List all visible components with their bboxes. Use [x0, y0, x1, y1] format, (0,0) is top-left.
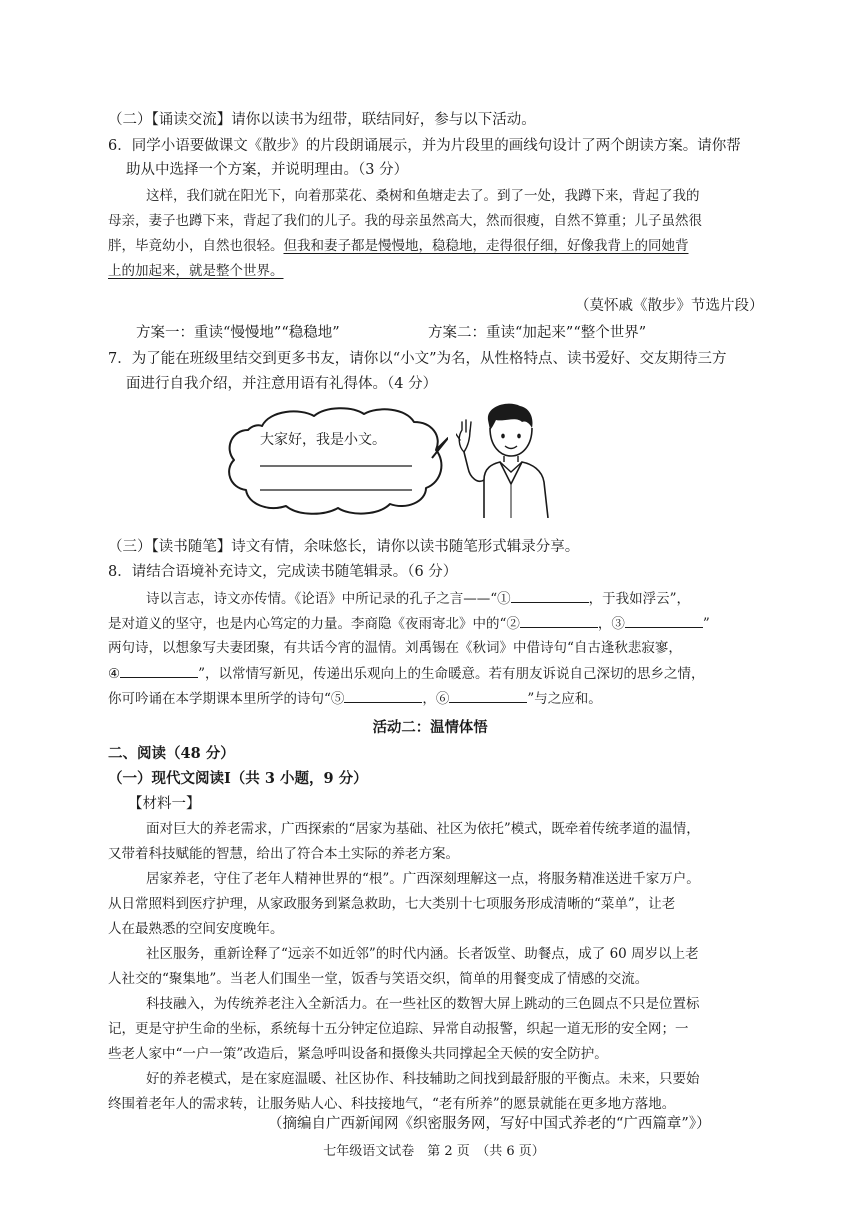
q7-prompt-line-1: 7．为了能在班级里结交到更多书友，请你以“小文”为名，从性格特点、读书爱好、交友期待三方 [108, 351, 727, 367]
article-paragraph: 社区服务，重新诠释了“远亲不如近邻”的时代内涵。长者饭堂、助餐点，成了 60 周岁以上老 [146, 946, 699, 962]
q7-prompt-line-2: 面进行自我介绍，并注意用语有礼得体。（4 分） [126, 376, 438, 392]
article-source: （摘编自广西新闻网《织密服务网，写好中国式养老的“广西篇章”》） [268, 1116, 711, 1132]
section-2-heading: （二）【诵读交流】请你以读书为纽带，联结同好，参与以下活动。 [108, 112, 536, 128]
material-label: 【材料一】 [128, 796, 201, 812]
article-paragraph: 人社交的“聚集地”。当老人们围坐一堂，饭香与笑语交织，简单的用餐变成了情感的交流。 [108, 971, 649, 987]
reading-plan-one: 方案一：重读“慢慢地”“稳稳地” [136, 325, 340, 341]
q8-text: ，于我如浮云”， [588, 591, 691, 607]
passage-line-2: 母亲，妻子也蹲下来，背起了我们的儿子。我的母亲虽然高大，然而很瘦，自然不算重；儿子虽然很 [108, 213, 702, 229]
answer-blank-4[interactable] [120, 663, 198, 678]
passage-underlined-sentence-part-2: 上的加起来，就是整个世界。 [108, 263, 284, 279]
q8-text: ” [702, 616, 710, 632]
passage-underlined-sentence-part-1: 但我和妻子都是慢慢地，稳稳地，走得很仔细，好像我背上的同她背 [283, 238, 689, 254]
q6-prompt-line-2: 助从中选择一个方案，并说明理由。（3 分） [126, 162, 409, 178]
q8-text-line-2 [108, 613, 710, 634]
reading-plan-two: 方案二：重读“加起来”“整个世界” [428, 325, 647, 341]
passage-source: （莫怀戚《散步》节选片段） [575, 298, 764, 314]
article-paragraph: 面对巨大的养老需求，广西探索的“居家为基础、社区为依托”模式，既牵着传统孝道的温情， [146, 821, 700, 837]
q8-text-line-3: 两句诗，以想象写夫妻团聚，有共话今宵的温情。刘禹锡在《秋词》中借诗句“自古逢秋悲寂寥， [108, 640, 682, 656]
passage-line-3-plain: 胖，毕竟幼小，自然也很轻。 [108, 238, 284, 254]
q8-text-line-5 [108, 688, 602, 709]
q8-text: ④ [108, 666, 121, 682]
answer-blank-6[interactable] [449, 688, 527, 703]
waving-boy-icon [456, 400, 556, 518]
article-paragraph: 些老人家中“一户一策”改造后，紧急呼叫设备和摄像头共同撑起全天候的安全防护。 [108, 1046, 608, 1062]
passage-line-3 [108, 236, 689, 256]
article-paragraph: 人在最熟悉的空间安度晚年。 [108, 921, 284, 937]
speech-bubble-cloud-icon [222, 404, 448, 520]
q8-prompt: 8．请结合语境补充诗文，完成读书随笔辑录。（6 分） [108, 564, 458, 580]
article-paragraph: 从日常照料到医疗护理，从家政服务到紧急救助，七大类别十七项服务形成清晰的“菜单”，让老 [108, 896, 676, 912]
speech-bubble-text: 大家好，我是小文。 [260, 432, 386, 448]
article-paragraph: 居家养老，守住了老年人精神世界的“根”。广西深刻理解这一点，将服务精准送进千家万户。 [146, 871, 700, 887]
section-3-heading: （三）【读书随笔】诗文有情，余味悠长，请你以读书随笔形式辑录分享。 [108, 539, 580, 555]
answer-blank-5[interactable] [344, 688, 422, 703]
q8-text: ，⑥ [422, 691, 450, 707]
q8-text: 诗以言志，诗文亦传情。《论语》中所记录的孔子之言——“① [146, 591, 511, 607]
q8-text: ”与之应和。 [527, 691, 602, 707]
passage-line-1: 这样，我们就在阳光下，向着那菜花、桑树和鱼塘走去了。到了一处，我蹲下来，背起了我的 [146, 188, 700, 204]
answer-blank-1[interactable] [511, 588, 589, 603]
q6-prompt-line-1: 6．同学小语要做课文《散步》的片段朗诵展示，并为片段里的画线句设计了两个朗读方案。请你帮 [108, 138, 741, 154]
reading-sub-heading: （一）现代文阅读Ⅰ（共 3 小题，9 分） [108, 770, 368, 787]
reading-heading: 二、阅读（48 分） [108, 745, 235, 762]
q8-text: 你可吟诵在本学期课本里所学的诗句“⑤ [108, 691, 345, 707]
activity-2-title: 活动二：温情体悟 [372, 719, 488, 736]
article-paragraph: 好的养老模式，是在家庭温暖、社区协作、科技辅助之间找到最舒服的平衡点。未来，只要始 [146, 1071, 700, 1087]
q8-text: ，③ [597, 616, 625, 632]
article-paragraph: 终围着老年人的需求转，让服务贴人心、科技接地气，“老有所养”的愿景就能在更多地方落地。 [108, 1096, 676, 1112]
answer-blank-2[interactable] [520, 613, 598, 628]
article-paragraph: 记，更是守护生命的坐标，系统每十五分钟定位追踪、异常自动报警，织起一道无形的安全网；一 [108, 1021, 689, 1037]
page-footer: 七年级语文试卷 第 2 页 （共 6 页） [323, 1144, 545, 1159]
article-paragraph: 科技融入，为传统养老注入全新活力。在一些社区的数智大屏上跳动的三色圆点不只是位置标 [146, 996, 700, 1012]
q8-text: 是对道义的坚守，也是内心笃定的力量。李商隐《夜雨寄北》中的“② [108, 616, 520, 632]
article-paragraph: 又带着科技赋能的智慧，给出了符合本土实际的养老方案。 [108, 846, 459, 862]
q8-text-line-1 [146, 588, 690, 609]
q8-text: ”，以常情写新见，传递出乐观向上的生命暖意。若有朋友诉说自己深切的思乡之情， [198, 666, 705, 682]
q8-text-line-4 [108, 663, 705, 684]
speech-bubble [222, 404, 448, 520]
answer-blank-3[interactable] [625, 613, 703, 628]
